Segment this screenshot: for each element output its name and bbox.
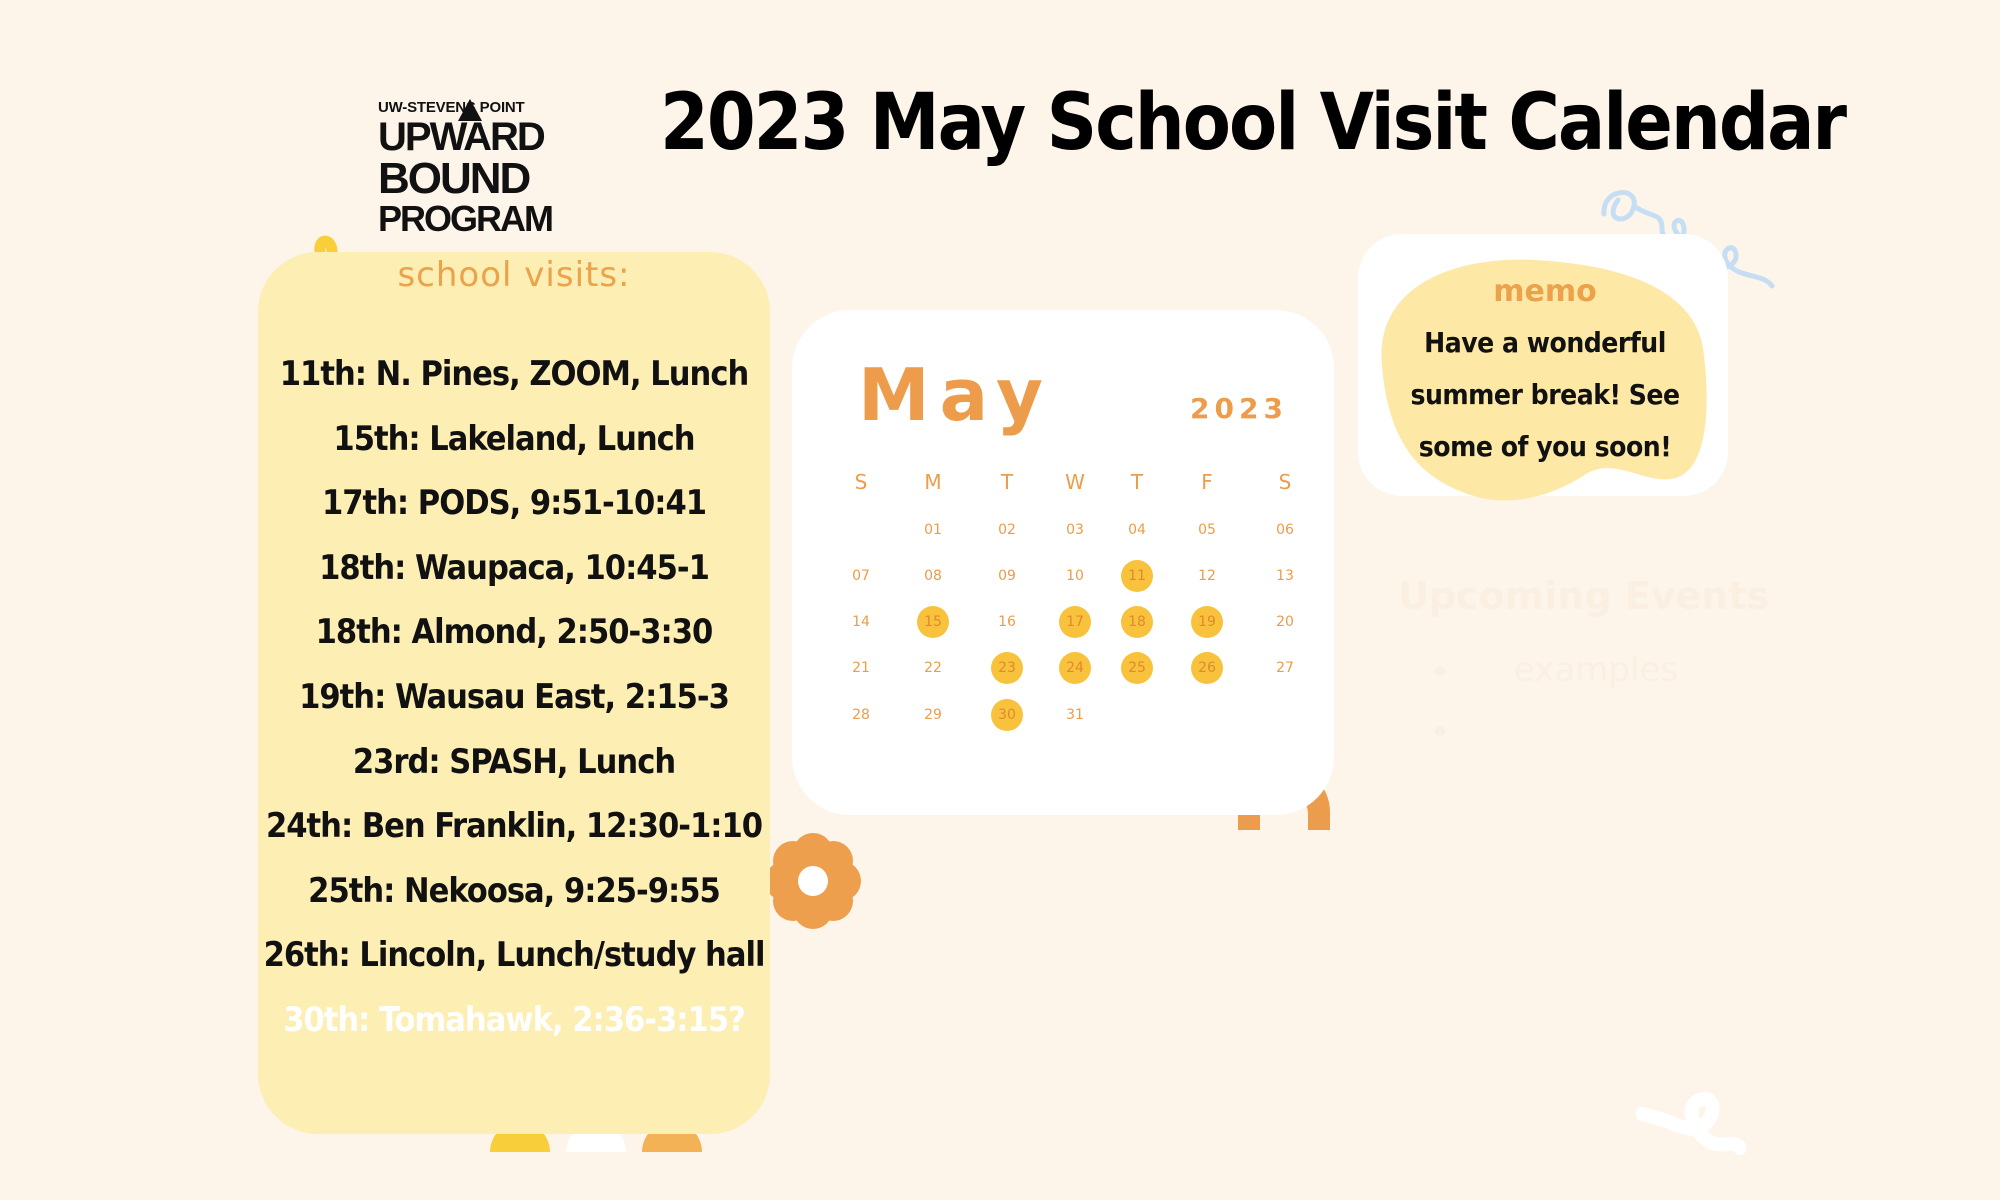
upcoming-events-title: Upcoming Events [1398,574,1770,618]
calendar-day-highlighted: 23 [991,652,1023,684]
event-item [1462,700,1678,760]
calendar-day: 08 [924,568,942,584]
calendar-day-highlighted: 11 [1121,560,1153,592]
calendar-day: 09 [998,568,1016,584]
logo-line-upward [378,117,563,157]
calendar-day: 05 [1198,522,1216,538]
calendar-day: 13 [1276,568,1294,584]
calendar-day: 06 [1276,522,1294,538]
visit-item: 17th: PODS, 9:51-10:41 [321,483,707,524]
logo-arrow-icon [458,99,482,121]
logo-line-university: UW-STEVENS POINT [378,99,525,116]
calendar-day: 28 [852,707,870,723]
calendar-day: 29 [924,707,942,723]
event-item: • examples [1462,640,1678,700]
upcoming-events-list [1430,640,1678,760]
visit-item: 18th: Almond, 2:50-3:30 [315,612,713,653]
calendar-day-highlighted: 18 [1121,606,1153,638]
calendar-month: May [858,353,1053,437]
calendar-day: 12 [1198,568,1216,584]
page-title: 2023 May School Visit Calendar [660,78,1846,168]
calendar-day-highlighted: 30 [991,699,1023,731]
calendar-day: 04 [1128,522,1146,538]
calendar-weekday-header: F [1201,470,1213,494]
calendar-day: 22 [924,660,942,676]
calendar-day: 03 [1066,522,1084,538]
school-visits-heading: school visits: [397,255,631,295]
calendar-day-highlighted: 26 [1191,652,1223,684]
calendar-day-highlighted: 25 [1121,652,1153,684]
visit-item: 25th: Nekoosa, 9:25-9:55 [308,870,720,911]
logo-line-bound: BOUND [378,154,530,203]
upward-bound-logo [378,100,563,237]
calendar-day-highlighted: 15 [917,606,949,638]
calendar-day: 16 [998,614,1016,630]
calendar-day: 07 [852,568,870,584]
visit-item: 19th: Wausau East, 2:15-3 [299,676,729,717]
calendar-day: 20 [1276,614,1294,630]
calendar-day: 14 [852,614,870,630]
calendar-weekday-header: M [924,470,942,494]
visit-item: 30th: Tomahawk, 2:36-3:15? [283,999,745,1040]
calendar-day: 27 [1276,660,1294,676]
visit-item: 18th: Waupaca, 10:45-1 [319,547,709,588]
calendar-weekday-header: T [1000,470,1014,494]
calendar-weekday-header: S [854,470,868,494]
logo-upward-text: UPWARD [378,115,544,159]
school-visits-list [258,342,770,1053]
visit-item: 26th: Lincoln, Lunch/study hall [263,935,765,976]
visit-item: 23rd: SPASH, Lunch [352,741,676,782]
visit-item: 24th: Ben Franklin, 12:30-1:10 [265,806,763,847]
visit-item: 15th: Lakeland, Lunch [333,418,695,459]
calendar-day: 31 [1066,707,1084,723]
calendar-day: 02 [998,522,1016,538]
calendar-year: 2023 [1190,392,1288,425]
orange-flower-decoration [758,826,868,936]
calendar-day-highlighted: 24 [1059,652,1091,684]
visit-item: 11th: N. Pines, ZOOM, Lunch [279,354,749,394]
logo-line-program: PROGRAM [378,198,552,239]
calendar-day: 01 [924,522,942,538]
calendar-weekday-header: T [1130,470,1144,494]
white-swirl-decoration [1636,1088,1746,1158]
calendar-day-highlighted: 17 [1059,606,1091,638]
calendar-day: 21 [852,660,870,676]
calendar-day: 10 [1066,568,1084,584]
calendar-day-highlighted: 19 [1191,606,1223,638]
calendar-weekday-header: S [1278,470,1292,494]
calendar-weekday-header: W [1065,470,1085,494]
memo-title: memo [1493,274,1597,309]
memo-text: Have a wonderful summer break! See some of you soon! [1410,326,1680,463]
